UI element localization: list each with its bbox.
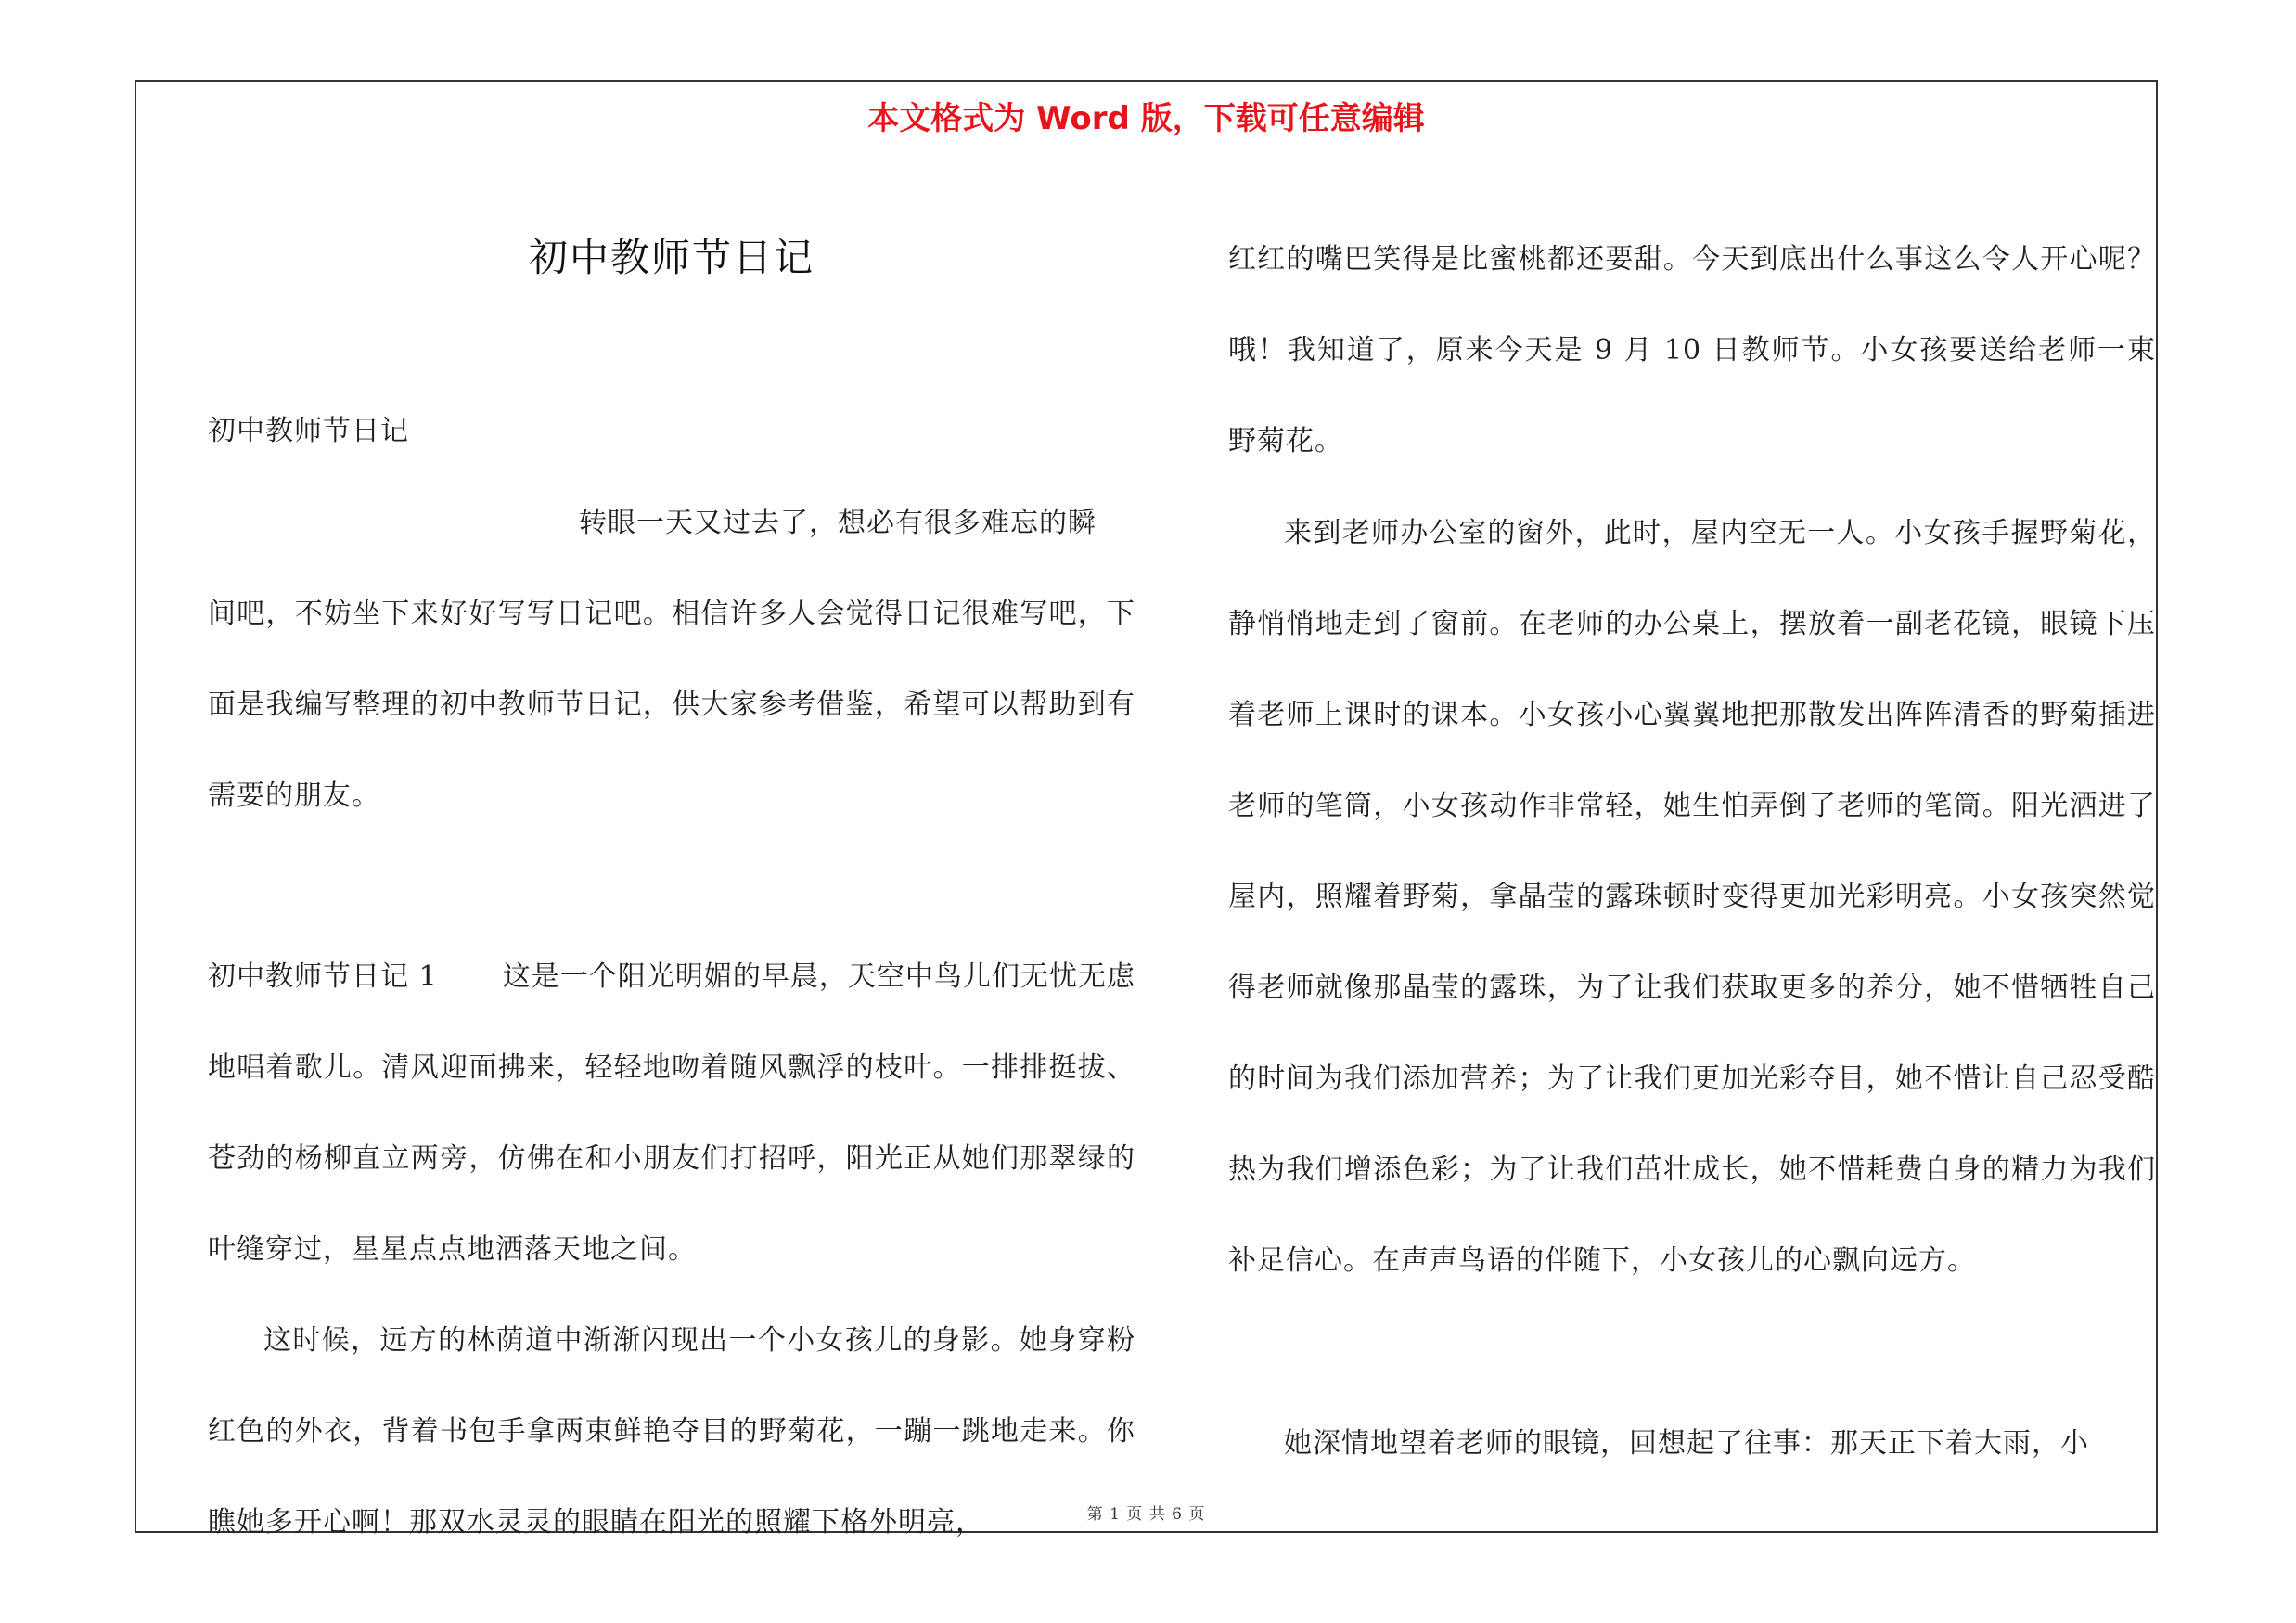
right-para1: 红红的嘴巴笑得是比蜜桃都还要甜。今天到底出什么事这么令人开心呢？哦！我知道了，原来今天是 9 月 10 日教师节。小女孩要送给老师一束野菊花。 [1228,243,2156,457]
section1-para2: 这时候，远方的林荫道中渐渐闪现出一个小女孩儿的身影。她身穿粉红色的外衣，背着书包手拿两束鲜艳夺目的野菊花，一蹦一跳地走来。你瞧她多开心啊！那双水灵灵的眼睛在阳光的照耀下格外明亮， [208,1324,1135,1539]
section1-heading: 初中教师节日记 1 [208,960,438,993]
section1-para1: 这是一个阳光明媚的早晨，天空中鸟儿们无忧无虑地唱着歌儿。清风迎面拂来，轻轻地吻着随风飘浮的枝叶。一排排挺拔、苍劲的杨柳直立两旁，仿佛在和小朋友们打招呼，阳光正从她们那翠绿的叶缝穿过，星星点点地洒落天地之间。 [208,960,1136,1266]
word-format-banner: 本文格式为 Word 版，下载可任意编辑 [867,100,1425,137]
page-frame [135,80,2158,1539]
right-para2: 来到老师办公室的窗外，此时，屋内空无一人。小女孩手握野菊花，静悄悄地走到了窗前。在老师的办公桌上，摆放着一副老花镜，眼镜下压着老师上课时的课本。小女孩小心翼翼地把那散发出阵阵清香的野菊插进老师的笔筒，小女孩动作非常轻，她生怕弄倒了老师的笔筒。阳光洒进了屋内，照耀着野菊，拿晶莹的露珠顿时变得更加光彩明亮。小女孩突然觉得老师就像那晶莹的露珠，为了让我们获取更多的养分，她不惜牺牲自己的时间为我们添加营养；为了让我们更加光彩夺目，她不惜让自己忍受酷热为我们增添色彩；为了让我们茁壮成长，她不惜耗费自身的精力为我们补足信心。在声声鸟语的伴随下，小女孩儿的心飘向远方。 [1228,517,2156,1277]
intro-rest: 间吧，不妨坐下来好好写写日记吧。相信许多人会觉得日记很难写吧，下面是我编写整理的初中教师节日记，供大家参考借鉴，希望可以帮助到有需要的朋友。 [208,598,1135,812]
page-number-footer: 第 1 页 共 6 页 [1086,1505,1206,1524]
document-subtitle: 初中教师节日记 [208,415,409,447]
intro-first-line: 转眼一天又过去了，想必有很多难忘的瞬 [579,507,1097,539]
document-title: 初中教师节日记 [528,235,815,280]
section1-paragraph [208,932,1135,1295]
right-para3: 她深情地望着老师的眼镜，回想起了往事：那天正下着大雨，小 [1284,1427,2089,1460]
intro-paragraph [208,478,1135,842]
